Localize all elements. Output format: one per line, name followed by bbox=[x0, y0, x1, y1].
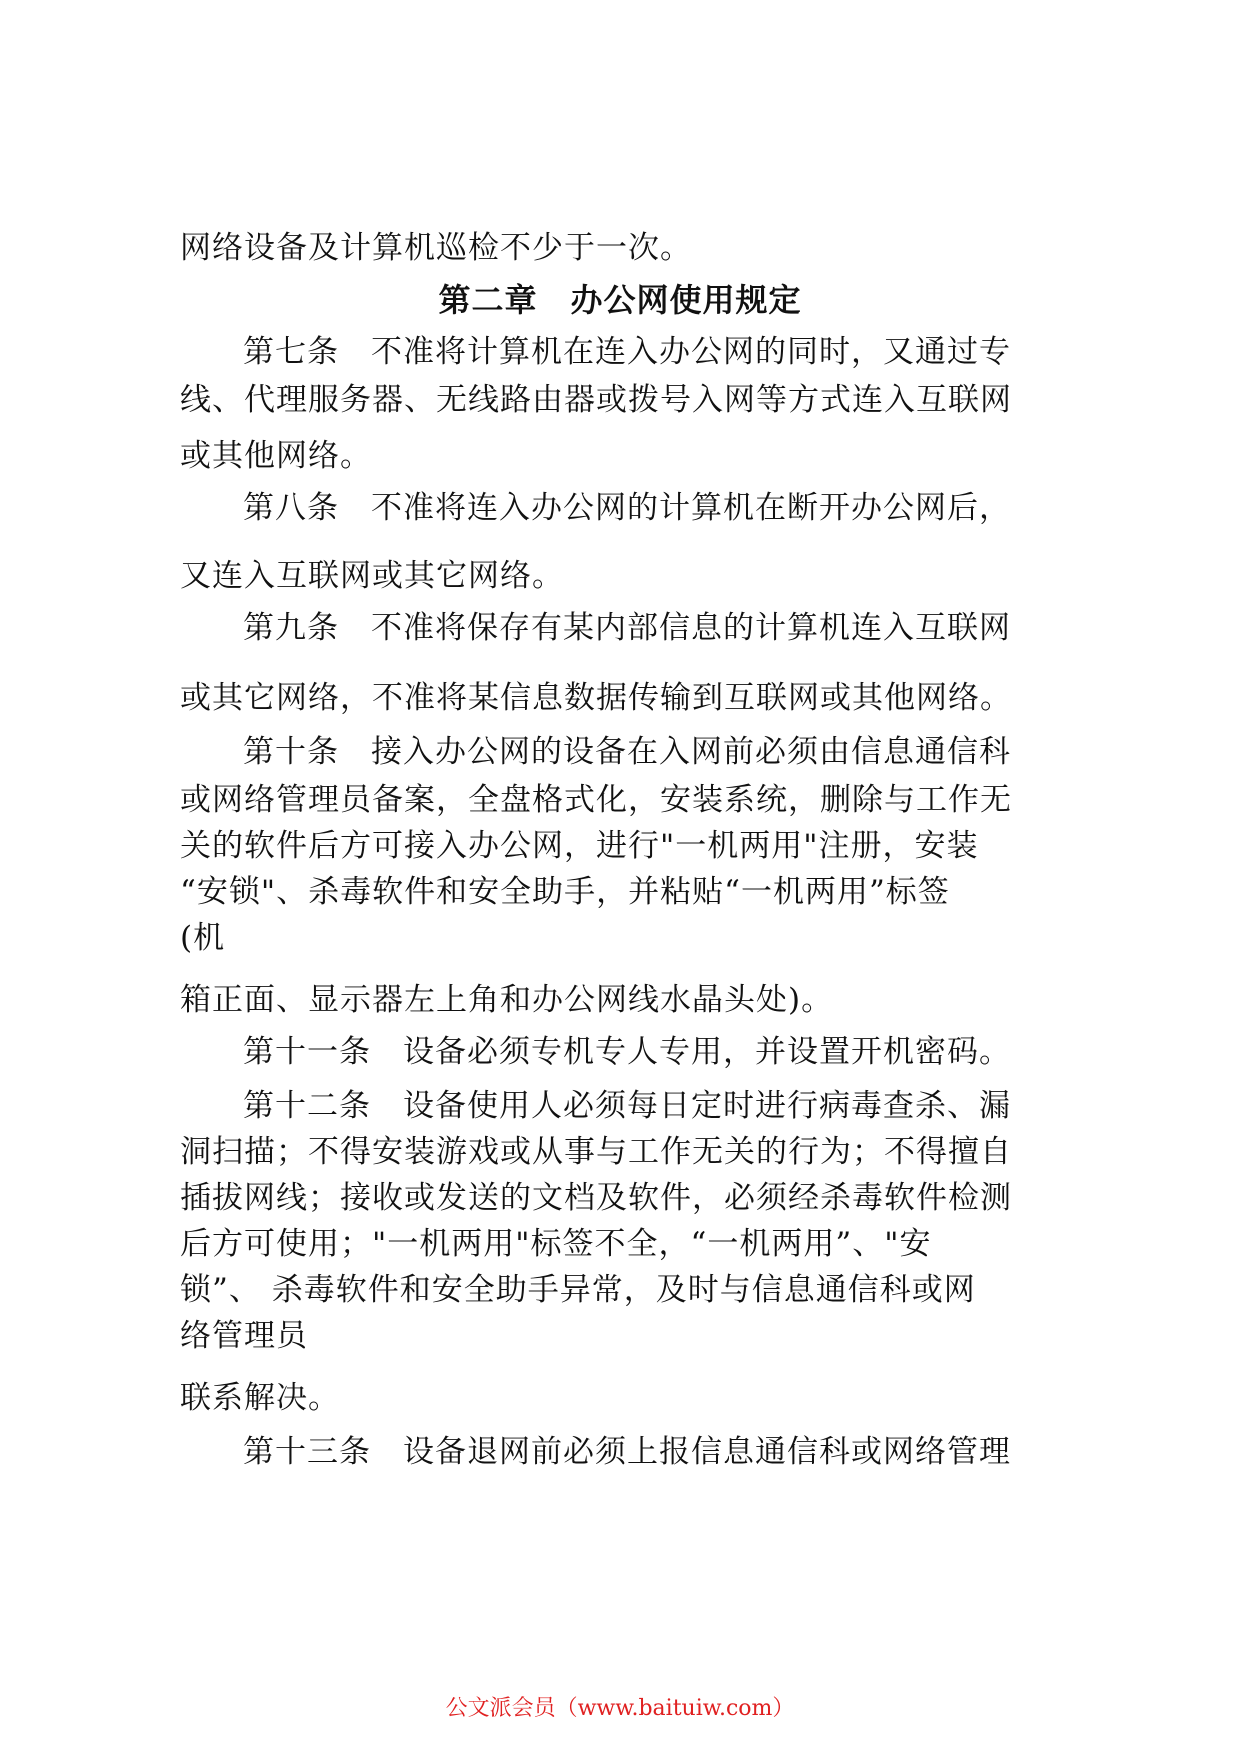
article-12-line-2: 洞扫描；不得安装游戏或从事与工作无关的行为；不得擅自 bbox=[180, 1134, 1012, 1170]
article-12-line-4: 后方可使用；"一机两用"标签不全，“一机两用”、"安 bbox=[180, 1226, 932, 1262]
article-10-line-1: 第十条 接入办公网的设备在入网前必须由信息通信科 bbox=[243, 734, 1011, 770]
footer-watermark: 公文派会员（www.baituiw.com） bbox=[445, 1696, 795, 1721]
article-8-line-2: 又连入互联网或其它网络。 bbox=[180, 558, 564, 594]
article-7-line-3: 或其他网络。 bbox=[180, 438, 372, 474]
article-9-line-2: 或其它网络，不准将某信息数据传输到互联网或其他网络。 bbox=[180, 680, 1012, 716]
article-12-line-3: 插拔网线；接收或发送的文档及软件，必须经杀毒软件检测 bbox=[180, 1180, 1012, 1216]
article-12-line-7: 联系解决。 bbox=[180, 1380, 340, 1416]
article-10-line-4: “安锁"、杀毒软件和安全助手，并粘贴“一机两用”标签 bbox=[180, 874, 950, 910]
article-13-line-1: 第十三条 设备退网前必须上报信息通信科或网络管理 bbox=[243, 1434, 1011, 1470]
article-12-line-5: 锁”、 杀毒软件和安全助手异常，及时与信息通信科或网 bbox=[180, 1272, 976, 1308]
article-10-line-5: (机 bbox=[180, 920, 226, 956]
article-8-line-1: 第八条 不准将连入办公网的计算机在断开办公网后， bbox=[243, 490, 1011, 526]
chapter-heading: 第二章 办公网使用规定 bbox=[438, 281, 802, 319]
article-12-line-6: 络管理员 bbox=[180, 1318, 308, 1354]
paragraph-line: 网络设备及计算机巡检不少于一次。 bbox=[180, 230, 692, 266]
article-10-line-3: 关的软件后方可接入办公网，进行"一机两用"注册，安装 bbox=[180, 828, 979, 864]
article-10-line-6: 箱正面、显示器左上角和办公网线水晶头处)。 bbox=[180, 982, 834, 1018]
article-7-line-2: 线、代理服务器、无线路由器或拨号入网等方式连入互联网 bbox=[180, 382, 1012, 418]
article-11-line-1: 第十一条 设备必须专机专人专用，并设置开机密码。 bbox=[243, 1034, 1011, 1070]
article-10-line-2: 或网络管理员备案，全盘格式化，安装系统，删除与工作无 bbox=[180, 782, 1012, 818]
article-7-line-1: 第七条 不准将计算机在连入办公网的同时，又通过专 bbox=[243, 334, 1011, 370]
article-9-line-1: 第九条 不准将保存有某内部信息的计算机连入互联网 bbox=[243, 610, 1011, 646]
article-12-line-1: 第十二条 设备使用人必须每日定时进行病毒查杀、漏 bbox=[243, 1088, 1011, 1124]
